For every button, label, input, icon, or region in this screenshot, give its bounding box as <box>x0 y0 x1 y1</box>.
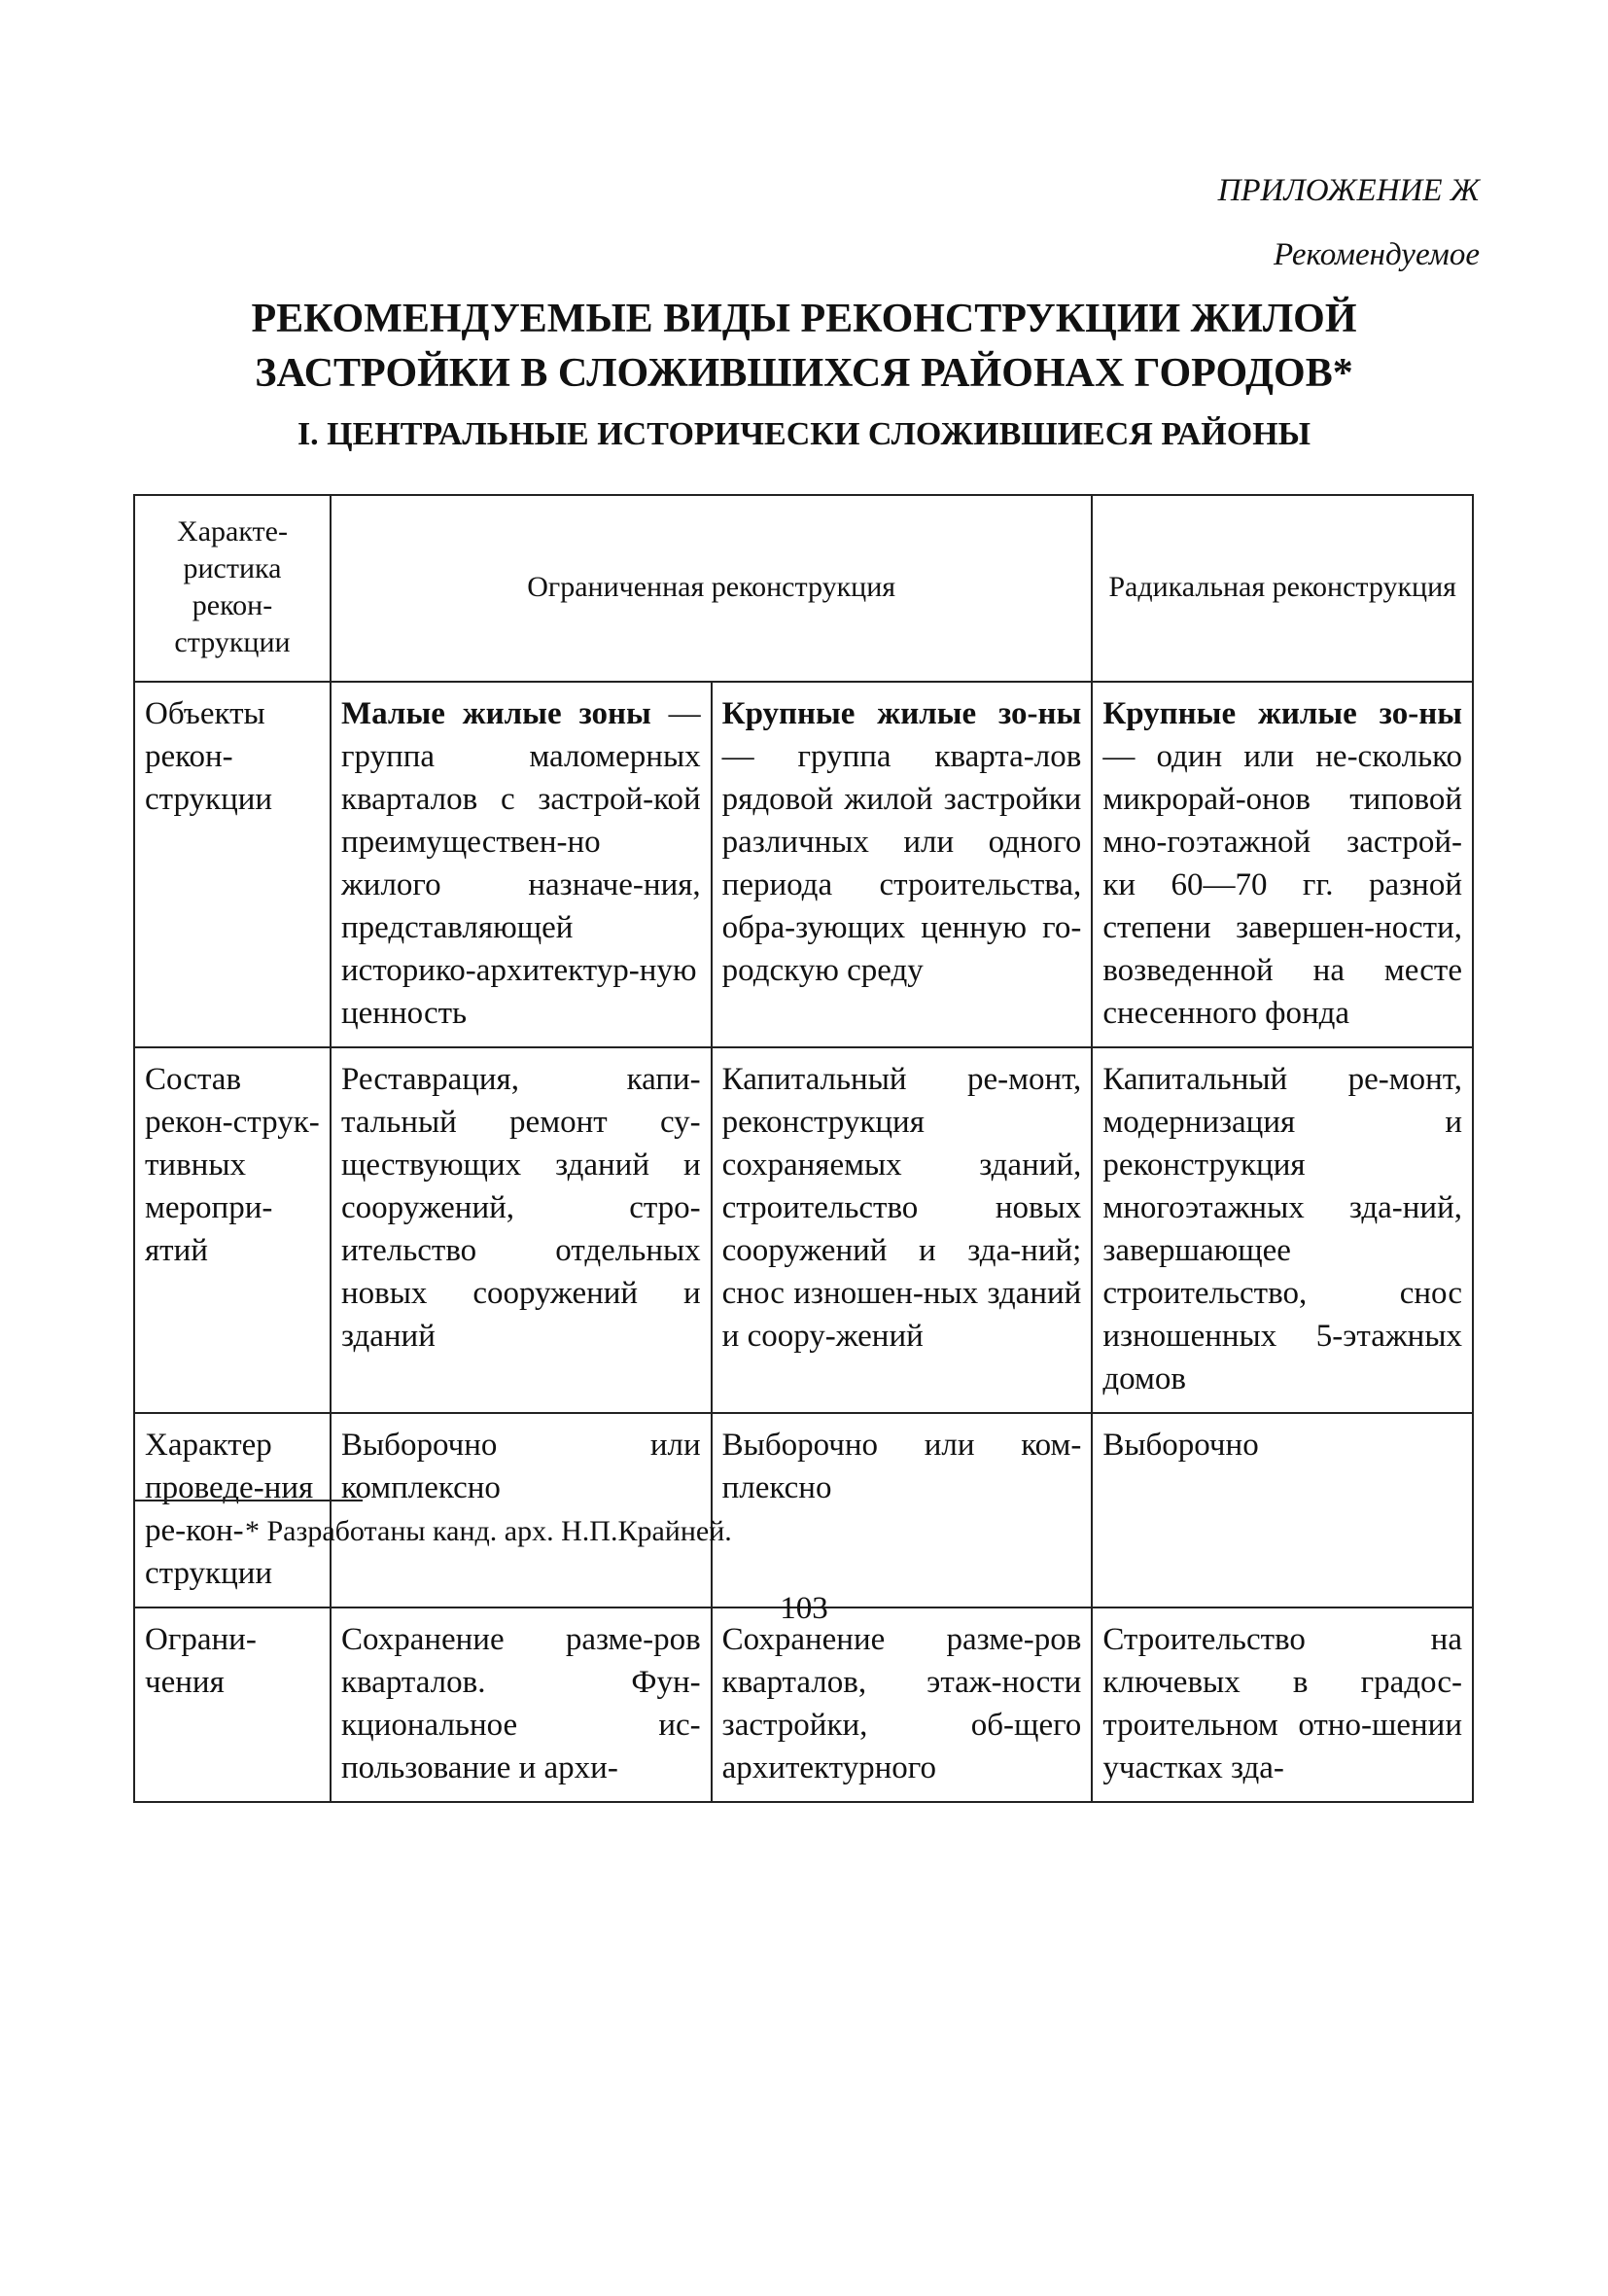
table-cell: Строительство на ключевых в градос-троительном отно-шении участках зда- <box>1092 1607 1473 1802</box>
row-label: Характер проведе-ния ре-кон-струкции <box>134 1413 331 1607</box>
table-cell: Капитальный ре-монт, реконструкция сохраняемых зданий, строительство новых сооружений и зда-ний; снос изношен-ных зданий и соору-жений <box>712 1047 1093 1413</box>
table-cell: Капитальный ре-монт, модернизация и реконструкция многоэтажных зда-ний, завершающее строительство, снос изношенных 5-этажных домов <box>1092 1047 1473 1413</box>
cell-term: Малые жилые зоны <box>341 696 651 731</box>
table-cell: Выборочно или ком-плексно <box>712 1413 1093 1607</box>
section-title: I. ЦЕНТРАЛЬНЫЕ ИСТОРИЧЕСКИ СЛОЖИВШИЕСЯ РАЙОНЫ <box>297 416 1311 452</box>
footnote-divider <box>133 1500 363 1501</box>
table-cell: Сохранение разме-ров кварталов, этаж-ности застройки, об-щего архитектурного <box>712 1607 1093 1802</box>
table-cell <box>712 682 1093 1047</box>
footnote: * Разработаны канд. арх. Н.П.Крайней. <box>245 1515 732 1547</box>
table-row <box>134 682 1473 1047</box>
row-label: Ограни-чения <box>134 1607 331 1802</box>
row-label: Объекты рекон-струкции <box>134 682 331 1047</box>
cell-text: — один или не-сколько микрорай-онов типовой мно-гоэтажной застрой-ки 60—70 гг. разной степени завершен-ности, возведенной на месте снесенного фонда <box>1102 739 1462 1031</box>
document-title <box>136 292 1472 401</box>
cell-term: Крупные жилые зо-ны <box>721 696 1082 731</box>
table-cell: Выборочно <box>1092 1413 1473 1607</box>
recommended-label: Рекомендуемое <box>1273 237 1480 272</box>
table-cell <box>1092 682 1473 1047</box>
title-line-2: ЗАСТРОЙКИ В СЛОЖИВШИХСЯ РАЙОНАХ ГОРОДОВ* <box>255 351 1353 396</box>
table-row <box>134 1413 1473 1607</box>
cell-term: Крупные жилые зо-ны <box>1102 696 1462 731</box>
table-row <box>134 1607 1473 1802</box>
table-cell: Сохранение разме-ров кварталов. Фун-кциональное ис-пользование и архи- <box>331 1607 712 1802</box>
title-line-1: РЕКОМЕНДУЕМЫЕ ВИДЫ РЕКОНСТРУКЦИИ ЖИЛОЙ <box>251 297 1357 341</box>
table-cell: Реставрация, капи-тальный ремонт су-ществующих зданий и сооружений, стро-ительство отдельных новых сооружений и зданий <box>331 1047 712 1413</box>
table-row <box>134 1047 1473 1413</box>
table-cell <box>331 682 712 1047</box>
table-cell: Выборочно или комплексно <box>331 1413 712 1607</box>
header-characteristic: Характе-ристика рекон-струкции <box>134 495 331 682</box>
cell-text: — группа маломерных кварталов с застрой-кой преимуществен-но жилого назначе-ния, представляющей историко-архитектур-ную ценность <box>341 696 701 1031</box>
appendix-label: ПРИЛОЖЕНИЕ Ж <box>1217 173 1480 208</box>
page-number: 103 <box>780 1591 828 1626</box>
row-label: Состав рекон-струк-тивных меропри-ятий <box>134 1047 331 1413</box>
header-limited: Ограниченная реконструкция <box>331 495 1092 682</box>
header-radical: Радикальная реконструкция <box>1092 495 1473 682</box>
table-header-row <box>134 495 1473 682</box>
cell-text: — группа кварта-лов рядовой жилой застройки различных или одного периода строительства, обра-зующих ценную го-родскую среду <box>721 739 1082 988</box>
